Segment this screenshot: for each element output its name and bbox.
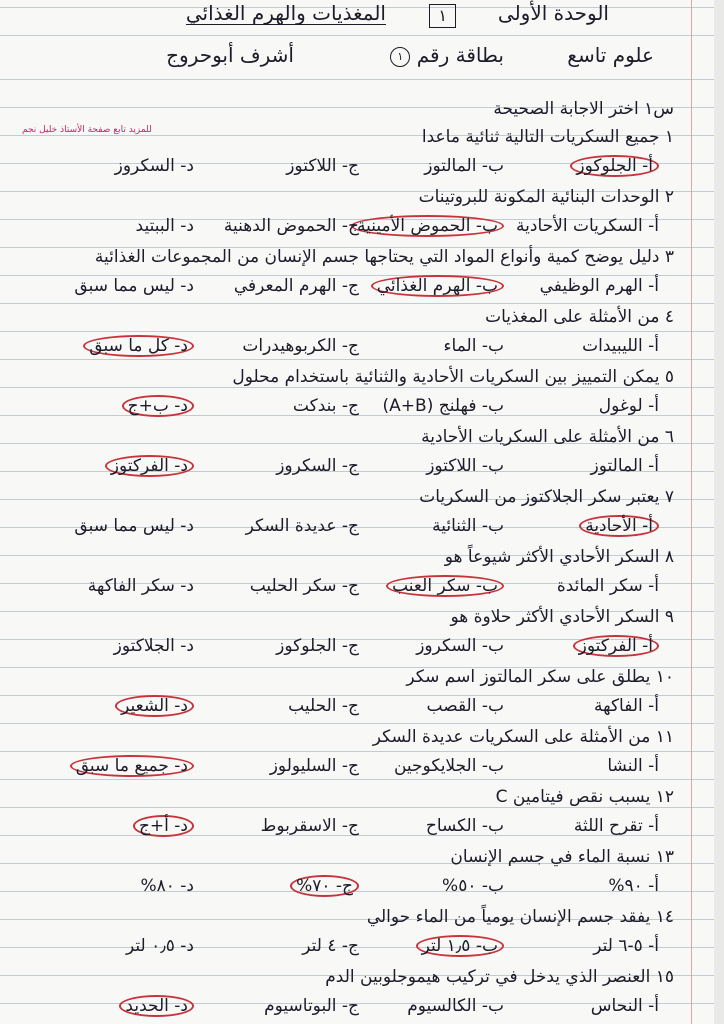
answer-option-b: ب- المالتوز — [424, 156, 504, 176]
answer-option-a: أ- النحاس — [590, 996, 659, 1016]
question-text: ٩ السكر الأحادي الأكثر حلاوة هو — [450, 607, 674, 627]
answer-option-d: د- ٨٠% — [140, 876, 194, 896]
answer-option-b: ب- السكروز — [416, 636, 504, 656]
question-text: ٦ من الأمثلة على السكريات الأحادية — [421, 427, 674, 447]
answer-option-a: أ- الليبيدات — [582, 336, 659, 356]
answer-option-c: ج- الاسقربوط — [260, 816, 359, 836]
answer-option-d: د- الجلاكتوز — [113, 636, 194, 656]
answer-option-b: ب- الماء — [443, 336, 504, 356]
answer-option-c: ج- الحموض الدهنية — [223, 216, 359, 236]
correct-answer-mark: ب- ١٫٥ لتر — [416, 935, 504, 957]
answer-option-c: ج- الكربوهيدرات — [242, 336, 359, 356]
subject-label: علوم تاسع — [567, 43, 654, 67]
question-text: ٧ يعتبر سكر الجلاكتوز من السكريات — [419, 487, 674, 507]
answer-option-b: ب- الثنائية — [432, 516, 504, 536]
question-text: ١ جميع السكريات التالية ثنائية ماعدا — [421, 127, 674, 147]
answer-option-c: ج- الجلوكوز — [276, 636, 359, 656]
question-text: ٥ يمكن التمييز بين السكريات الأحادية والثنائية باستخدام محلول — [232, 367, 674, 387]
answer-option-a — [570, 155, 659, 177]
answer-option-b: ب- الكالسيوم — [407, 996, 504, 1016]
answer-option-c: ج- الهرم المعرفي — [233, 276, 359, 296]
answer-option-d — [83, 335, 194, 357]
question-text: ١٣ نسبة الماء في جسم الإنسان — [450, 847, 674, 867]
answer-option-a — [579, 515, 659, 537]
answer-option-a: أ- لوغول — [598, 396, 659, 416]
question-text: ٤ من الأمثلة على المغذيات — [485, 307, 674, 327]
teacher-name: أشرف أبوحروج — [166, 43, 294, 67]
correct-answer-mark: د- الفركتوز — [105, 455, 194, 477]
question-text: ١٢ يسبب نقص فيتامين C — [495, 787, 674, 807]
correct-answer-mark: د- ب+ج — [122, 395, 194, 417]
answer-option-a: أ- النشا — [607, 756, 659, 776]
answer-option-d — [70, 755, 194, 777]
answer-option-d — [133, 815, 194, 837]
answer-option-b: ب- اللاكتوز — [426, 456, 504, 476]
answer-option-d: د- ليس مما سبق — [74, 516, 194, 536]
answer-option-b: ب- ٥٠% — [442, 876, 504, 896]
answer-option-b: ب- الكساح — [425, 816, 504, 836]
answer-option-c: ج- البوتاسيوم — [264, 996, 359, 1016]
answer-option-d: د- سكر الفاكهة — [87, 576, 194, 596]
answer-option-a: أ- المالتوز — [590, 456, 659, 476]
answer-option-a: أ- الفاكهة — [594, 696, 659, 716]
answer-option-d: د- السكروز — [114, 156, 194, 176]
answer-option-c: ج- اللاكتوز — [286, 156, 359, 176]
answer-option-a: أ- ٥-٦ لتر — [593, 936, 659, 956]
question-text: ١١ من الأمثلة على السكريات عديدة السكر — [372, 727, 674, 747]
answer-option-d — [119, 995, 194, 1017]
question-text: ١٠ يطلق على سكر المالتوز اسم سكر — [406, 667, 674, 687]
answer-option-b: ب- الجلايكوجين — [393, 756, 504, 776]
answer-option-c: ج- السليولوز — [269, 756, 359, 776]
answer-option-c: ج- عديدة السكر — [245, 516, 359, 536]
correct-answer-mark: ب- الهرم الغذائي — [371, 275, 504, 297]
answer-option-d — [115, 695, 194, 717]
correct-answer-mark: د- جميع ما سبق — [70, 755, 194, 777]
answer-option-d: د- ليس مما سبق — [74, 276, 194, 296]
instruction: س١ اختر الاجابة الصحيحة — [493, 99, 674, 119]
answer-option-b: ب- القصب — [426, 696, 504, 716]
answer-option-d: د- الببتيد — [135, 216, 194, 236]
question-text: ٨ السكر الأحادي الأكثر شيوعاً هو — [444, 547, 674, 567]
answer-option-a: أ- السكريات الأحادية — [516, 216, 659, 236]
answer-option-a: أ- تقرح اللثة — [573, 816, 659, 836]
correct-answer-mark: د- أ+ج — [133, 815, 194, 837]
correct-answer-mark: د- كل ما سبق — [83, 335, 194, 357]
answer-option-c: ج- الحليب — [288, 696, 359, 716]
correct-answer-mark: د- الشعير — [115, 695, 194, 717]
answer-option-a — [573, 635, 659, 657]
answer-option-b — [416, 935, 504, 957]
correct-answer-mark: أ- الأحادية — [579, 515, 659, 537]
margin-line — [691, 0, 692, 1024]
answer-option-d: د- ٠٫٥ لتر — [126, 936, 194, 956]
answer-option-c: ج- السكروز — [276, 456, 359, 476]
answer-option-c: ج- ٤ لتر — [302, 936, 359, 956]
question-text: ٣ دليل يوضح كمية وأنواع المواد التي يحتاجها جسم الإنسان من المجموعات الغذائية — [94, 247, 674, 267]
correct-answer-mark: ج- ٧٠% — [290, 875, 359, 897]
correct-answer-mark: ب- سكر العنب — [386, 575, 504, 597]
lesson-number-box: ١ — [429, 4, 456, 28]
correct-answer-mark: ب- الحموض الأمينية — [351, 215, 504, 237]
answer-option-d — [105, 455, 194, 477]
answer-option-a: أ- ٩٠% — [608, 876, 659, 896]
answer-option-b: ب- فهلنج (A+B) — [382, 396, 504, 416]
answer-option-b — [386, 575, 504, 597]
answer-option-d — [122, 395, 194, 417]
correct-answer-mark: أ- الفركتوز — [573, 635, 659, 657]
question-text: ٢ الوحدات البنائية المكونة للبروتينات — [418, 187, 674, 207]
lesson-title: المغذيات والهرم الغذائي — [185, 1, 386, 25]
answer-option-c — [290, 875, 359, 897]
side-note: للمزيد تابع صفحة الأستاذ خليل نجم — [22, 125, 152, 135]
question-text: ١٤ يفقد جسم الإنسان يومياً من الماء حوالي — [366, 907, 674, 927]
answer-option-a: أ- سكر المائدة — [556, 576, 659, 596]
answer-option-b — [371, 275, 504, 297]
card-label: بطاقة رقم ١ — [386, 44, 504, 67]
unit-title: الوحدة الأولى — [497, 1, 609, 25]
correct-answer-mark: أ- الجلوكوز — [570, 155, 659, 177]
correct-answer-mark: د- الحديد — [119, 995, 194, 1017]
answer-option-a: أ- الهرم الوظيفي — [539, 276, 659, 296]
question-text: ١٥ العنصر الذي يدخل في تركيب هيموجلوبين الدم — [325, 967, 674, 987]
answer-option-c: ج- بندكت — [292, 396, 359, 416]
answer-option-b — [351, 215, 504, 237]
answer-option-c: ج- سكر الحليب — [249, 576, 359, 596]
